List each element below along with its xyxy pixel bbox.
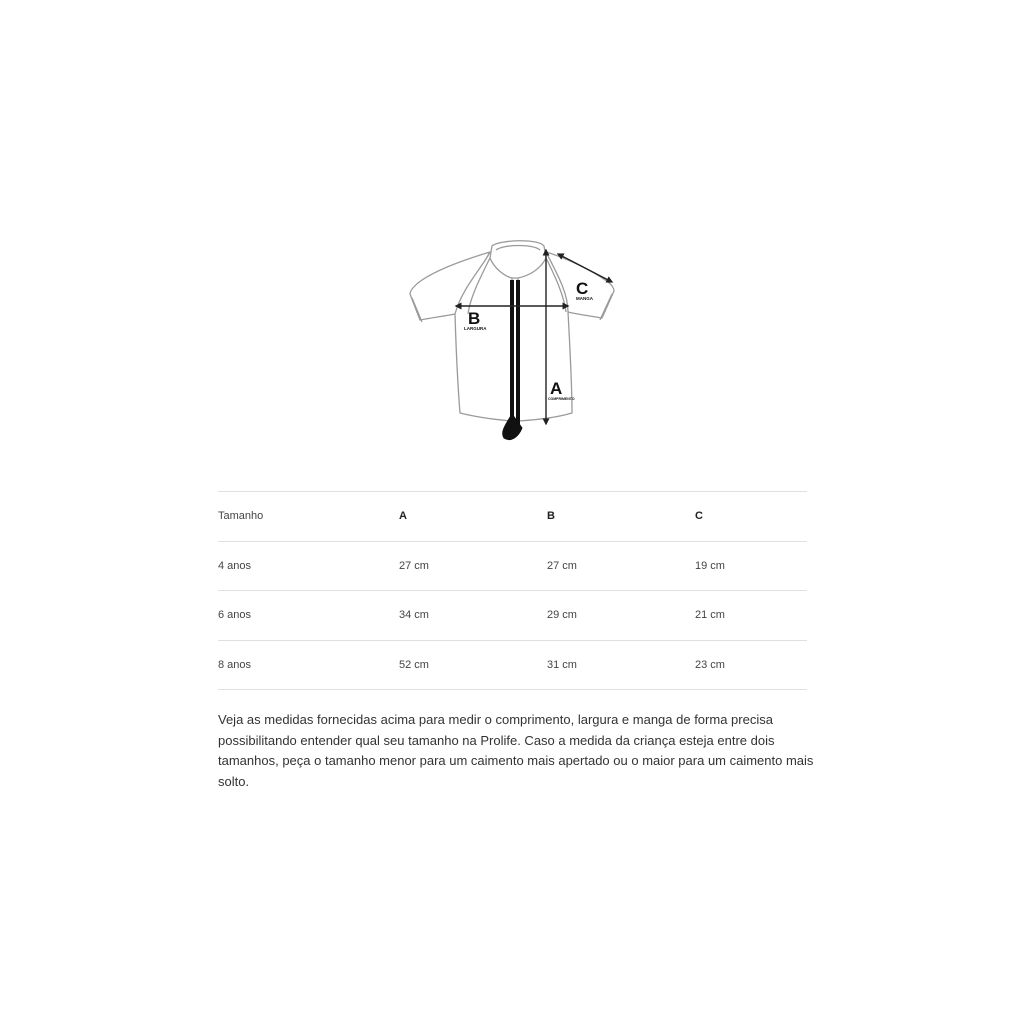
- header-c: C: [695, 510, 703, 523]
- label-b: B: [468, 309, 481, 328]
- cell-size: 4 anos: [218, 559, 252, 572]
- label-a: A: [550, 379, 563, 398]
- table-row: [218, 640, 807, 690]
- cell-b: 27 cm: [547, 559, 577, 572]
- table-row: [218, 541, 807, 591]
- cell-a: 34 cm: [399, 609, 429, 622]
- label-b-sub: LARGURA: [464, 326, 487, 331]
- header-a: A: [399, 510, 407, 523]
- cell-c: 19 cm: [695, 559, 725, 572]
- header-tamanho: Tamanho: [218, 510, 264, 523]
- label-c: C: [576, 279, 589, 298]
- label-c-sub: MANGA: [576, 296, 593, 301]
- cell-b: 29 cm: [547, 609, 577, 622]
- cell-c: 23 cm: [695, 658, 725, 671]
- table-row: [218, 591, 807, 641]
- cell-a: 27 cm: [399, 559, 429, 572]
- cell-c: 21 cm: [695, 609, 725, 622]
- jersey-measurement-diagram: [400, 228, 630, 452]
- cell-b: 31 cm: [547, 658, 577, 671]
- size-guide-note: Veja as medidas fornecidas acima para medir o comprimento, largura e manga de forma precisa possibilitando entender qual seu tamanho na Prolife. Caso a medida da criança esteja entre dois tamanhos, peça o tamanho menor para um caimento mais apertado ou o maior para um caimento mais solto.: [218, 712, 814, 789]
- header-b: B: [547, 510, 555, 523]
- cell-size: 6 anos: [218, 609, 252, 622]
- cell-size: 8 anos: [218, 658, 252, 671]
- size-table: [218, 491, 807, 690]
- table-header-row: [218, 492, 807, 542]
- label-a-sub: COMPRIMENTO: [548, 397, 575, 401]
- cell-a: 52 cm: [399, 658, 429, 671]
